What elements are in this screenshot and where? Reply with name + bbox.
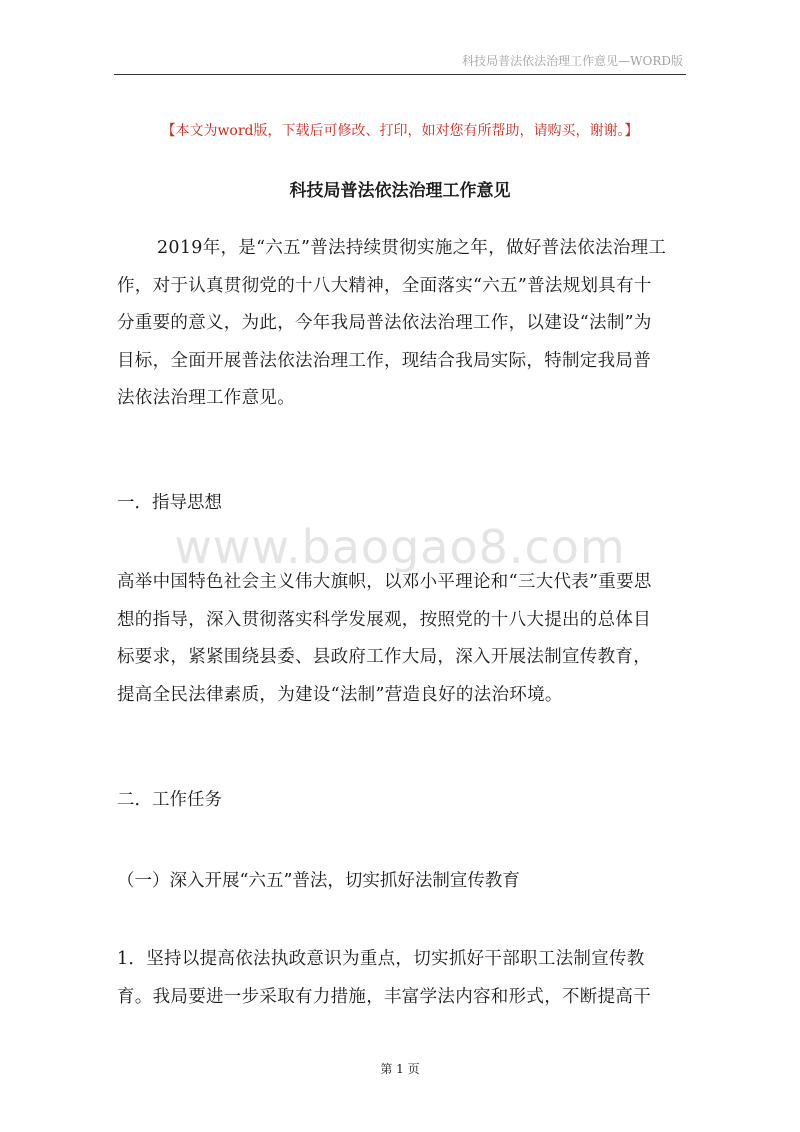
section-heading-guiding-thought: 一．指导思想 <box>117 493 222 513</box>
subsection-heading: （一）深入开展“六五”普法，切实抓好法制宣传教育 <box>117 871 520 891</box>
document-title: 科技局普法依法治理工作意见 <box>289 181 511 201</box>
paragraph-line: 高举中国特色社会主义伟大旗帜，以邓小平理论和“三大代表”重要思 <box>117 572 652 592</box>
page-header-title: 科技局普法依法治理工作意见—WORD版 <box>462 54 683 68</box>
task-item-paragraph <box>117 941 687 1016</box>
page-number: 第 1 页 <box>380 1062 420 1076</box>
intro-paragraph <box>117 230 687 418</box>
paragraph-line: 1．坚持以提高依法执政意识为重点，切实抓好干部职工法制宣传教 <box>117 949 645 969</box>
intro-line: 作，对于认真贯彻党的十八大精神，全面落实“六五”普法规划具有十 <box>117 275 652 296</box>
paragraph-line: 标要求，紧紧围绕县委、县政府工作大局，深入开展法制宣传教育， <box>117 647 651 667</box>
paragraph-line: 提高全民法律素质，为建设“法制”营造良好的法治环境。 <box>117 684 563 705</box>
intro-line: 2019年，是“六五”普法持续贯彻实施之年，做好普法依法治理工 <box>157 238 667 258</box>
guiding-thought-paragraph <box>117 564 687 714</box>
intro-line: 目标，全面开展普法依法治理工作，现结合我局实际，特制定我局普 <box>117 350 651 371</box>
paragraph-line: 育。我局要进一步采取有力措施，丰富学法内容和形式，不断提高干 <box>117 986 651 1007</box>
purchase-notice: 【本文为word版，下载后可修改、打印，如对您有所帮助，请购买，谢谢。】 <box>161 123 639 139</box>
paragraph-line: 想的指导，深入贯彻落实科学发展观，按照党的十八大提出的总体目 <box>117 609 651 630</box>
intro-line: 分重要的意义，为此，今年我局普法依法治理工作，以建设“法制”为 <box>117 313 652 333</box>
section-heading-work-tasks: 二．工作任务 <box>117 790 222 810</box>
header-divider <box>114 74 686 75</box>
intro-line: 法依法治理工作意见。 <box>117 388 295 408</box>
watermark: www.baogao8.com <box>174 520 626 574</box>
